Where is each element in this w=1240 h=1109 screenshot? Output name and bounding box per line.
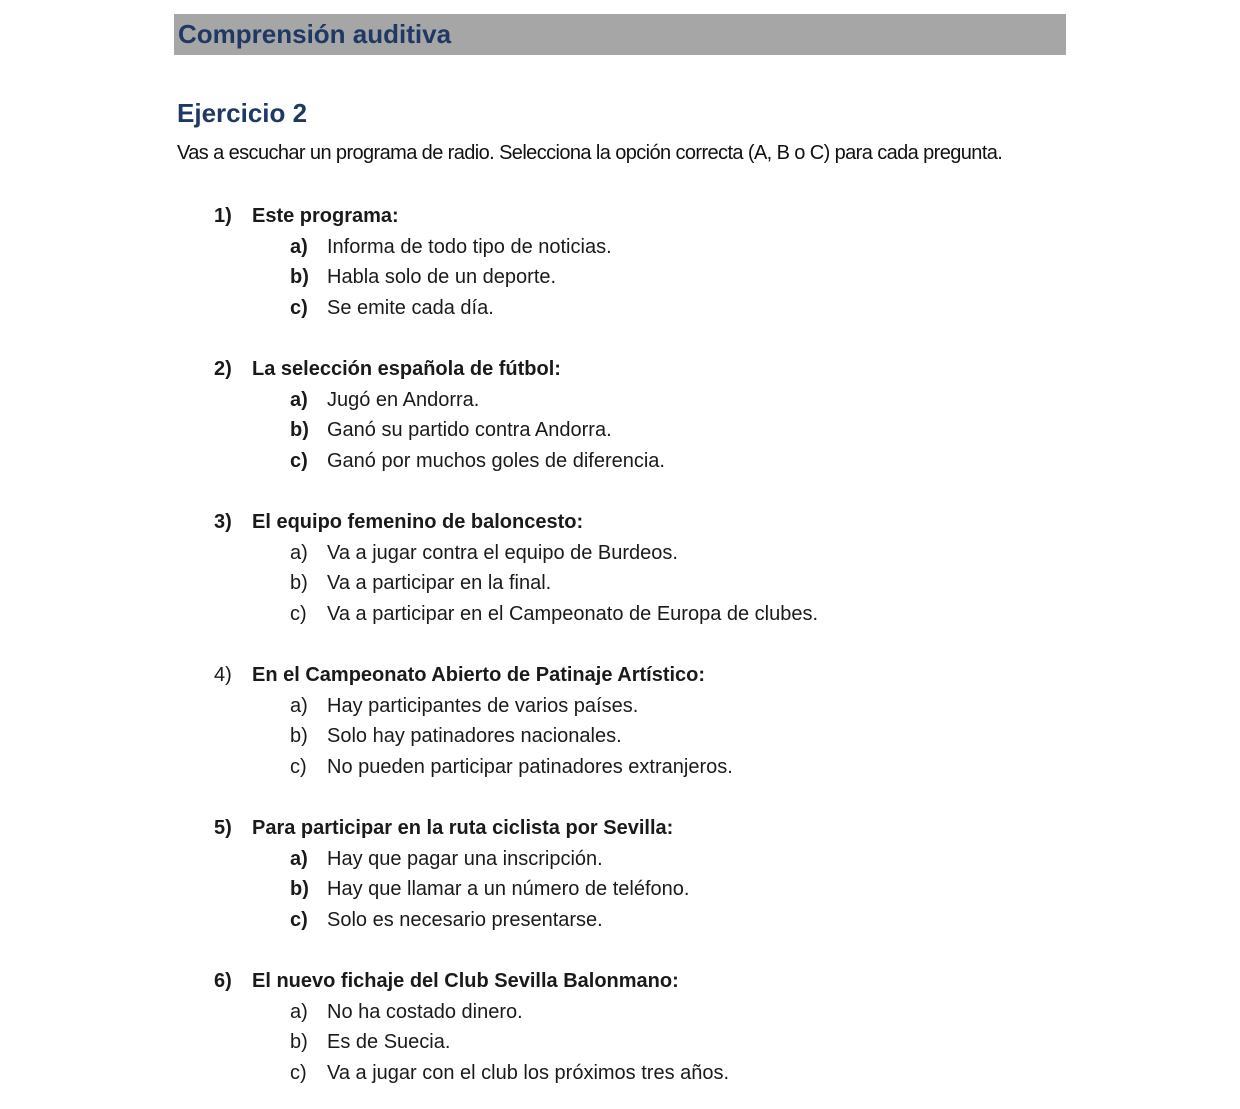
option-text: Hay que pagar una inscripción. xyxy=(327,847,603,870)
question-number: 2) xyxy=(214,358,232,380)
question-text: El equipo femenino de baloncesto: xyxy=(252,511,584,533)
option-letter: b) xyxy=(290,572,308,594)
answer-option[interactable] xyxy=(214,538,818,569)
question-number: 3) xyxy=(214,511,232,533)
option-letter: b) xyxy=(290,419,309,441)
option-text: Informa de todo tipo de noticias. xyxy=(327,235,612,258)
question-3 xyxy=(214,507,818,629)
option-text: Es de Suecia. xyxy=(327,1031,451,1053)
answer-option[interactable] xyxy=(214,1058,729,1089)
question-stem xyxy=(214,354,665,385)
option-letter: a) xyxy=(290,541,308,564)
question-6 xyxy=(214,966,729,1088)
option-text: Solo hay patinadores nacionales. xyxy=(327,725,622,747)
option-text: Va a participar en el Campeonato de Europa de clubes. xyxy=(327,602,819,625)
answer-option[interactable] xyxy=(214,262,612,293)
answer-option[interactable] xyxy=(214,752,733,783)
option-letter: c) xyxy=(290,602,307,625)
answer-option[interactable] xyxy=(214,874,689,905)
question-stem xyxy=(214,507,818,538)
option-letter: b) xyxy=(290,266,309,288)
option-text: Ganó su partido contra Andorra. xyxy=(327,419,612,441)
option-text: Se emite cada día. xyxy=(327,296,494,319)
exercise-title: Ejercicio 2 xyxy=(177,98,308,128)
answer-option[interactable] xyxy=(214,691,733,722)
question-5 xyxy=(214,813,689,935)
question-1 xyxy=(214,201,612,323)
answer-option[interactable] xyxy=(214,415,665,446)
exercise-instructions: Vas a escuchar un programa de radio. Selecciona la opción correcta (A, B o C) para cada pregunta. xyxy=(177,142,1003,164)
option-letter: b) xyxy=(290,1031,308,1053)
option-text: Jugó en Andorra. xyxy=(327,388,480,411)
option-letter: c) xyxy=(290,1061,307,1084)
option-text: Hay participantes de varios países. xyxy=(327,694,639,717)
question-text: En el Campeonato Abierto de Patinaje Artístico: xyxy=(252,664,706,686)
answer-option[interactable] xyxy=(214,997,729,1028)
option-text: Habla solo de un deporte. xyxy=(327,266,557,288)
section-header-bar xyxy=(174,14,1066,55)
answer-option[interactable] xyxy=(214,446,665,477)
option-letter: c) xyxy=(290,449,308,472)
question-number: 5) xyxy=(214,817,232,839)
answer-option[interactable] xyxy=(214,1027,729,1058)
question-number: 4) xyxy=(214,664,232,686)
question-stem xyxy=(214,813,689,844)
question-4 xyxy=(214,660,733,782)
option-letter: b) xyxy=(290,878,309,900)
option-text: Solo es necesario presentarse. xyxy=(327,908,603,931)
option-letter: c) xyxy=(290,296,308,319)
question-number: 6) xyxy=(214,970,232,992)
question-text: Este programa: xyxy=(252,205,399,227)
answer-option[interactable] xyxy=(214,599,818,630)
answer-option[interactable] xyxy=(214,232,612,263)
option-letter: a) xyxy=(290,235,308,258)
option-letter: a) xyxy=(290,388,308,411)
answer-option[interactable] xyxy=(214,568,818,599)
answer-option[interactable] xyxy=(214,905,689,936)
option-text: Va a jugar con el club los próximos tres años. xyxy=(327,1061,730,1084)
question-stem xyxy=(214,966,729,997)
question-stem xyxy=(214,201,612,232)
option-letter: b) xyxy=(290,725,308,747)
option-letter: c) xyxy=(290,755,307,778)
option-text: No pueden participar patinadores extranjeros. xyxy=(327,755,733,778)
answer-option[interactable] xyxy=(214,721,733,752)
option-text: Va a jugar contra el equipo de Burdeos. xyxy=(327,541,678,564)
option-text: No ha costado dinero. xyxy=(327,1000,523,1023)
question-text: Para participar en la ruta ciclista por Sevilla: xyxy=(252,817,674,839)
question-number: 1) xyxy=(214,205,232,227)
option-letter: a) xyxy=(290,1000,308,1023)
question-text: La selección española de fútbol: xyxy=(252,358,561,380)
option-letter: a) xyxy=(290,694,308,717)
question-text: El nuevo fichaje del Club Sevilla Balonmano: xyxy=(252,970,679,992)
option-letter: a) xyxy=(290,847,308,870)
option-text: Hay que llamar a un número de teléfono. xyxy=(327,878,690,900)
question-stem xyxy=(214,660,733,691)
option-text: Va a participar en la final. xyxy=(327,572,552,594)
answer-option[interactable] xyxy=(214,293,612,324)
question-2 xyxy=(214,354,665,476)
section-title: Comprensión auditiva xyxy=(178,19,452,49)
answer-option[interactable] xyxy=(214,385,665,416)
option-letter: c) xyxy=(290,908,308,931)
option-text: Ganó por muchos goles de diferencia. xyxy=(327,449,665,472)
answer-option[interactable] xyxy=(214,844,689,875)
